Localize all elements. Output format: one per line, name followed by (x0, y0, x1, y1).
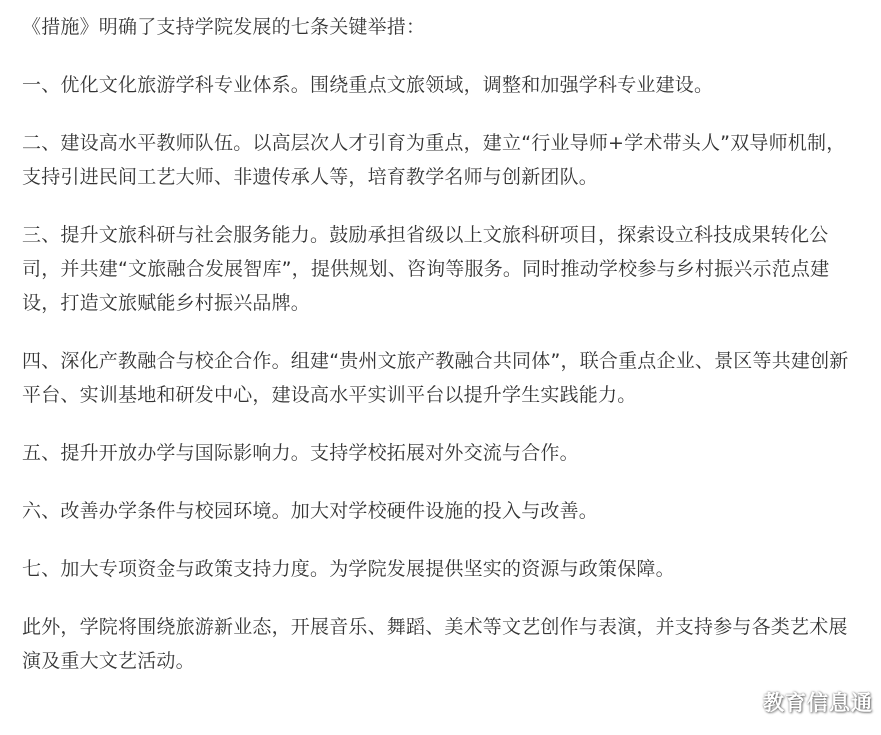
measure-7-paragraph: 七、加大专项资金与政策支持力度。为学院发展提供坚实的资源与政策保障。 (22, 558, 675, 580)
intro-paragraph: 《措施》明确了支持学院发展的七条关键举措： (22, 16, 426, 38)
measure-5-paragraph: 五、提升开放办学与国际影响力。支持学校拓展对外交流与合作。 (22, 442, 579, 464)
measure-3-paragraph: 三、提升文旅科研与社会服务能力。鼓励承担省级以上文旅科研项目，探索设立科技成果转化公司，并共建“文旅融合发展智库”，提供规划、咨询等服务。同时推动学校参与乡村振兴示范点建设，打造文旅赋能乡村振兴品牌。 (22, 224, 830, 314)
measure-2-paragraph: 二、建设高水平教师队伍。以高层次人才引育为重点，建立“行业导师+学术带头人”双导师机制，支持引进民间工艺大师、非遗传承人等，培育教学名师与创新团队。 (22, 132, 846, 188)
measure-6-paragraph: 六、改善办学条件与校园环境。加大对学校硬件设施的投入与改善。 (22, 500, 599, 522)
article-body (22, 10, 862, 678)
watermark-text: 教育信息通 (763, 691, 873, 715)
source-watermark (737, 687, 873, 717)
measure-1-paragraph: 一、优化文化旅游学科专业体系。围绕重点文旅领域，调整和加强学科专业建设。 (22, 74, 714, 96)
closing-paragraph: 此外，学院将围绕旅游新业态，开展音乐、舞蹈、美术等文艺创作与表演，并支持参与各类艺术展演及重大文艺活动。 (22, 616, 848, 672)
source-logo-icon (737, 691, 759, 713)
measure-4-paragraph: 四、深化产教融合与校企合作。组建“贵州文旅产教融合共同体”，联合重点企业、景区等共建创新平台、实训基地和研发中心，建设高水平实训平台以提升学生实践能力。 (22, 350, 849, 406)
